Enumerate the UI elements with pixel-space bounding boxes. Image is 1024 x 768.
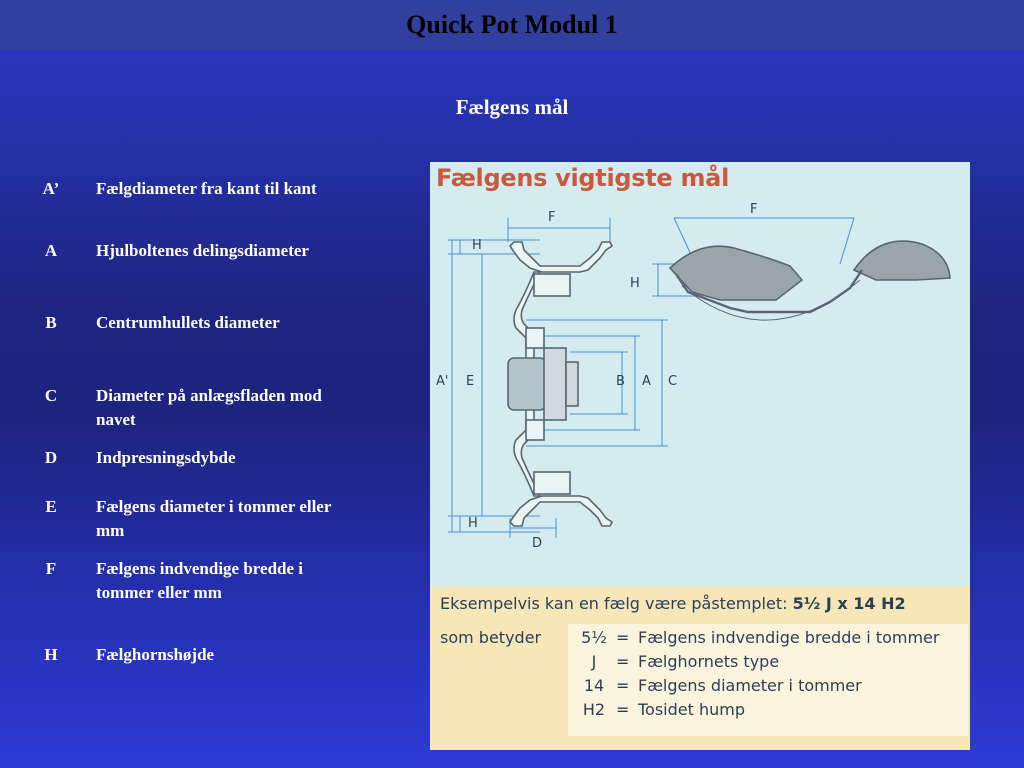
slide-subtitle: Fælgens mål (455, 95, 569, 119)
legend-eq: = (616, 628, 630, 647)
definition-text: Centrumhullets diameter (96, 313, 280, 332)
label-c: C (668, 374, 678, 389)
definition-code: C (44, 386, 58, 405)
title-bar (0, 0, 1024, 50)
example-code: 5½ J x 14 H2 (792, 594, 906, 613)
tyre-profile (670, 241, 950, 320)
slide-title: Quick Pot Modul 1 (406, 10, 618, 39)
legend-eq: = (616, 700, 630, 719)
example-line (440, 594, 906, 613)
definition-code: B (45, 313, 57, 332)
figure-title: Fælgens vigtigste mål (436, 164, 729, 192)
legend-key: H2 (582, 700, 606, 719)
definition-text: Fælgens diameter i tommer eller mm (96, 497, 332, 540)
label-d: D (532, 536, 543, 551)
definition-text: Fælghornshøjde (96, 645, 215, 664)
legend-table (568, 624, 968, 736)
label-f-left: F (548, 210, 556, 225)
rim-diagram (430, 162, 970, 586)
legend-eq: = (616, 652, 630, 671)
label-f-right: F (750, 202, 758, 217)
definition-code: D (44, 448, 58, 467)
legend-eq: = (616, 676, 630, 695)
legend-key: 14 (583, 676, 605, 695)
definition-code: H (44, 645, 58, 664)
legend-key: J (591, 652, 597, 671)
legend-value: Fælghornets type (638, 652, 780, 671)
legend-key: 5½ (581, 628, 607, 647)
definition-text: Fælgens indvendige bredde i tommer eller mm (96, 559, 304, 602)
label-e: E (466, 374, 475, 389)
means-label: som betyder (440, 628, 542, 647)
label-b: B (616, 374, 625, 389)
rim-dimensions-figure (430, 162, 970, 750)
definition-code: A (44, 241, 58, 260)
label-h-right: H (630, 276, 640, 291)
definition-text: Indpresningsdybde (96, 448, 236, 467)
legend-value: Tosidet hump (638, 700, 746, 719)
legend-value: Fælgens indvendige bredde i tommer (638, 628, 940, 647)
label-a-prime: A' (436, 374, 449, 389)
definition-code: A’ (42, 179, 60, 198)
definition-code: E (45, 497, 57, 516)
label-h-top: H (472, 238, 482, 253)
rim-cross-section (508, 242, 612, 526)
legend-value: Fælgens diameter i tommer (638, 676, 862, 695)
definition-text: Diameter på anlægsfladen mod navet (96, 386, 322, 429)
label-a: A (642, 374, 651, 389)
label-h-bottom: H (468, 516, 478, 531)
definition-code: F (45, 559, 57, 578)
definition-text: Hjulboltenes delingsdiameter (96, 241, 309, 260)
example-prefix: Eksempelvis kan en fælg være påstemplet: (440, 594, 788, 613)
definition-text: Fælgdiameter fra kant til kant (96, 179, 317, 198)
